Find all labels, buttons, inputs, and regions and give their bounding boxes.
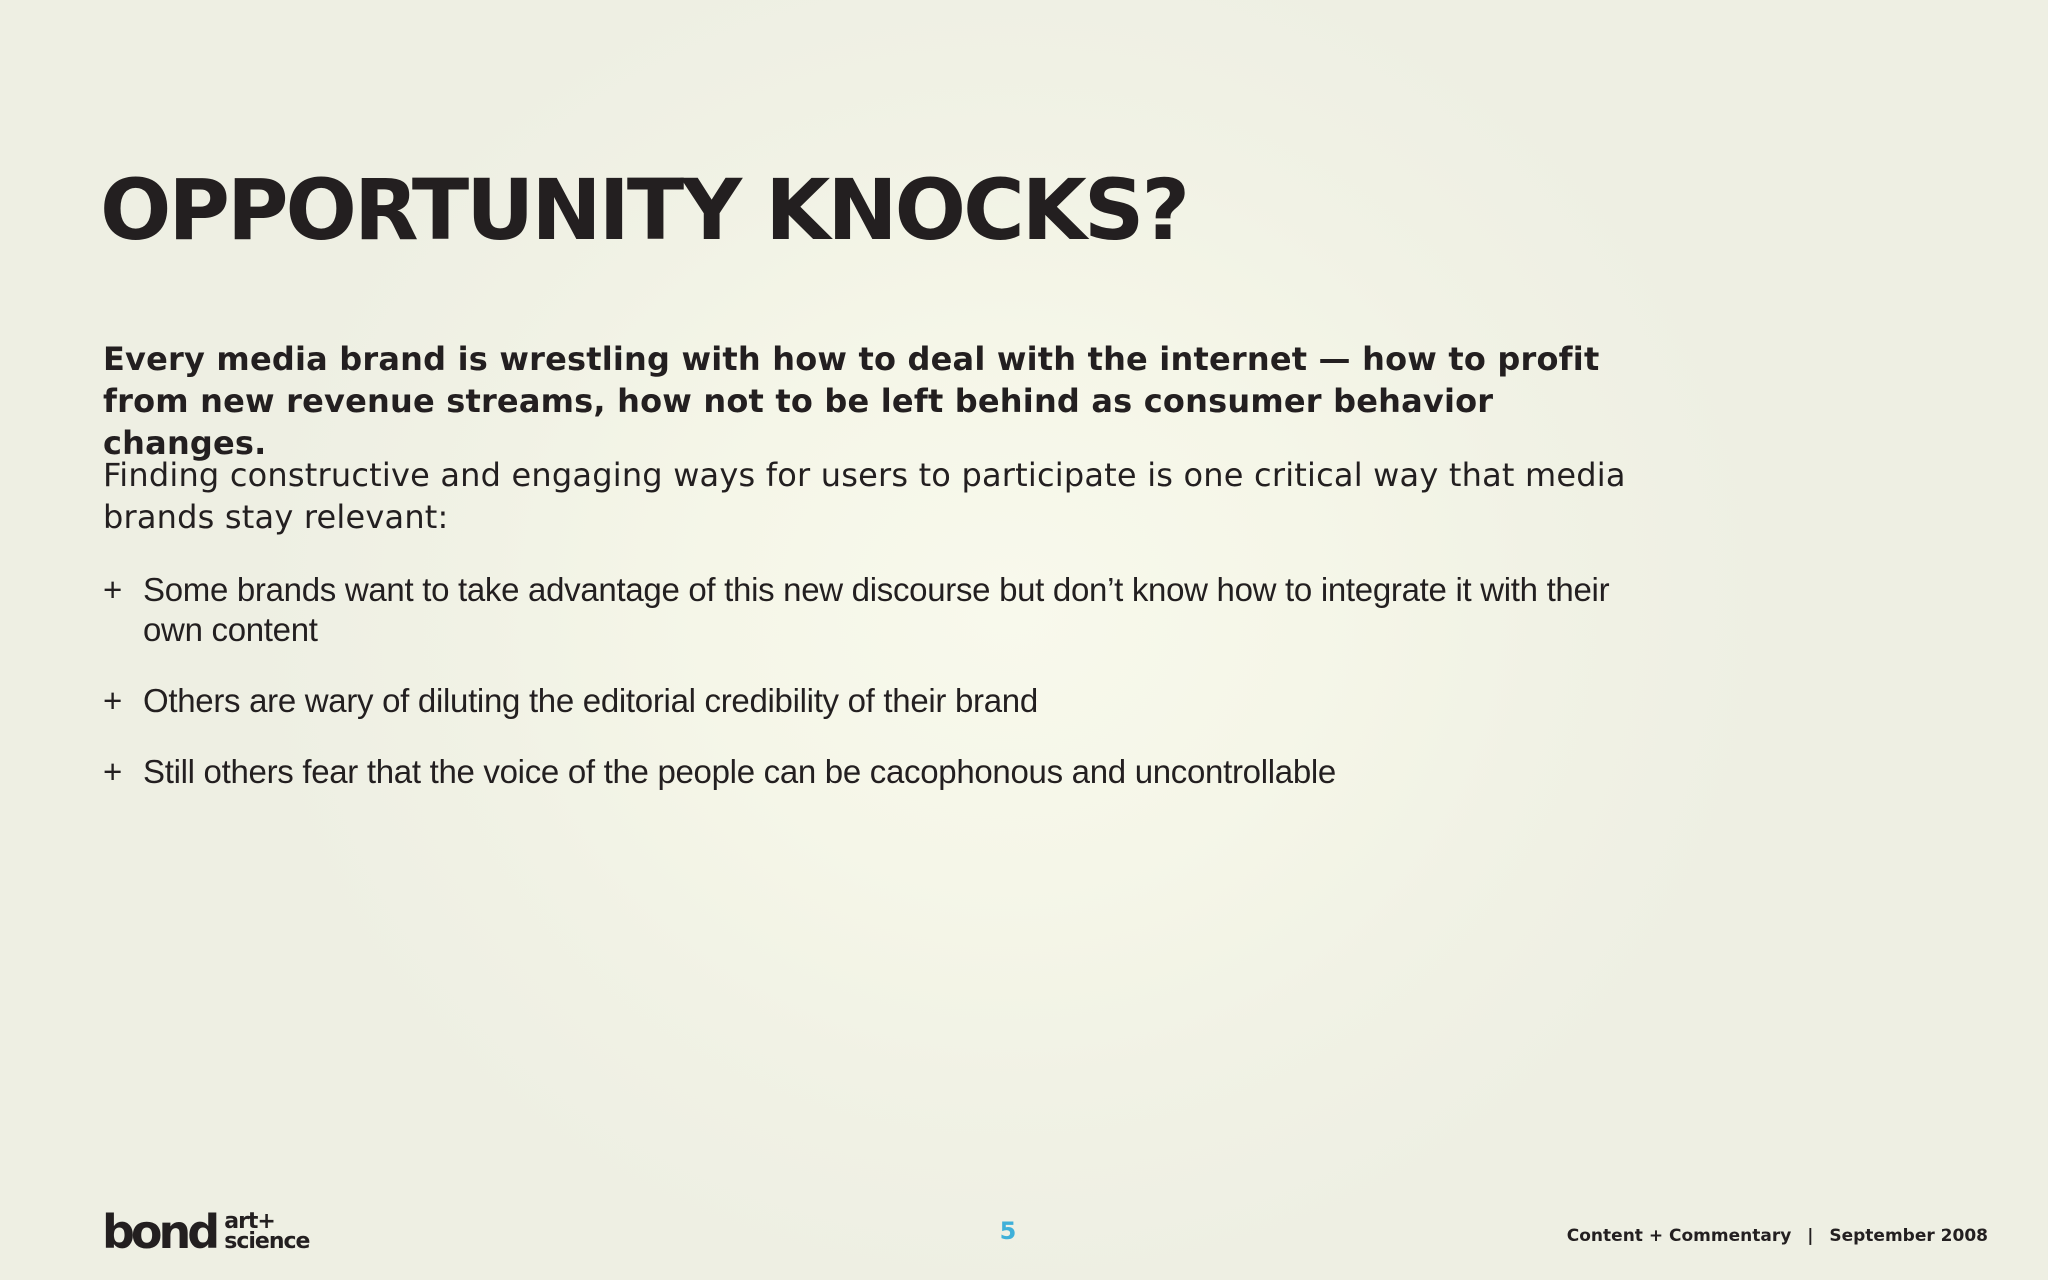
plus-icon: + (103, 753, 122, 790)
bullet-text: Some brands want to take advantage of this new discourse but don’t know how to integrate it with their own content (143, 571, 1610, 648)
bullet-text: Others are wary of diluting the editorial credibility of their brand (143, 682, 1038, 719)
footer-separator: | (1807, 1226, 1814, 1246)
logo-tagline (224, 1209, 310, 1254)
bullet-item (103, 752, 1623, 792)
logo-tagline-line1: art+ (224, 1209, 275, 1234)
bond-logo (102, 1202, 310, 1259)
lead-paragraph: Every media brand is wrestling with how to deal with the internet — how to profit from new revenue streams, how not to be left behind as consumer behavior changes. (103, 340, 1600, 462)
bullet-text: Still others fear that the voice of the people can be cacophonous and uncontrollable (143, 753, 1336, 790)
bullet-item (103, 570, 1623, 650)
intro-paragraph: Finding constructive and engaging ways for users to participate is one critical way that media brands stay relevant: (103, 456, 1626, 536)
plus-icon: + (103, 682, 122, 719)
footer-date: September 2008 (1829, 1226, 1988, 1246)
plus-icon: + (103, 571, 122, 608)
slide-title: OPPORTUNITY KNOCKS? (100, 161, 1188, 259)
page-number: 5 (999, 1217, 1017, 1245)
bullet-list (103, 570, 1623, 792)
bullet-item (103, 681, 1623, 721)
logo-wordmark: bond (102, 1205, 217, 1259)
footer-label: Content + Commentary (1566, 1226, 1792, 1246)
footer-caption (1567, 1222, 1988, 1250)
logo-tagline-line2: science (224, 1229, 310, 1254)
